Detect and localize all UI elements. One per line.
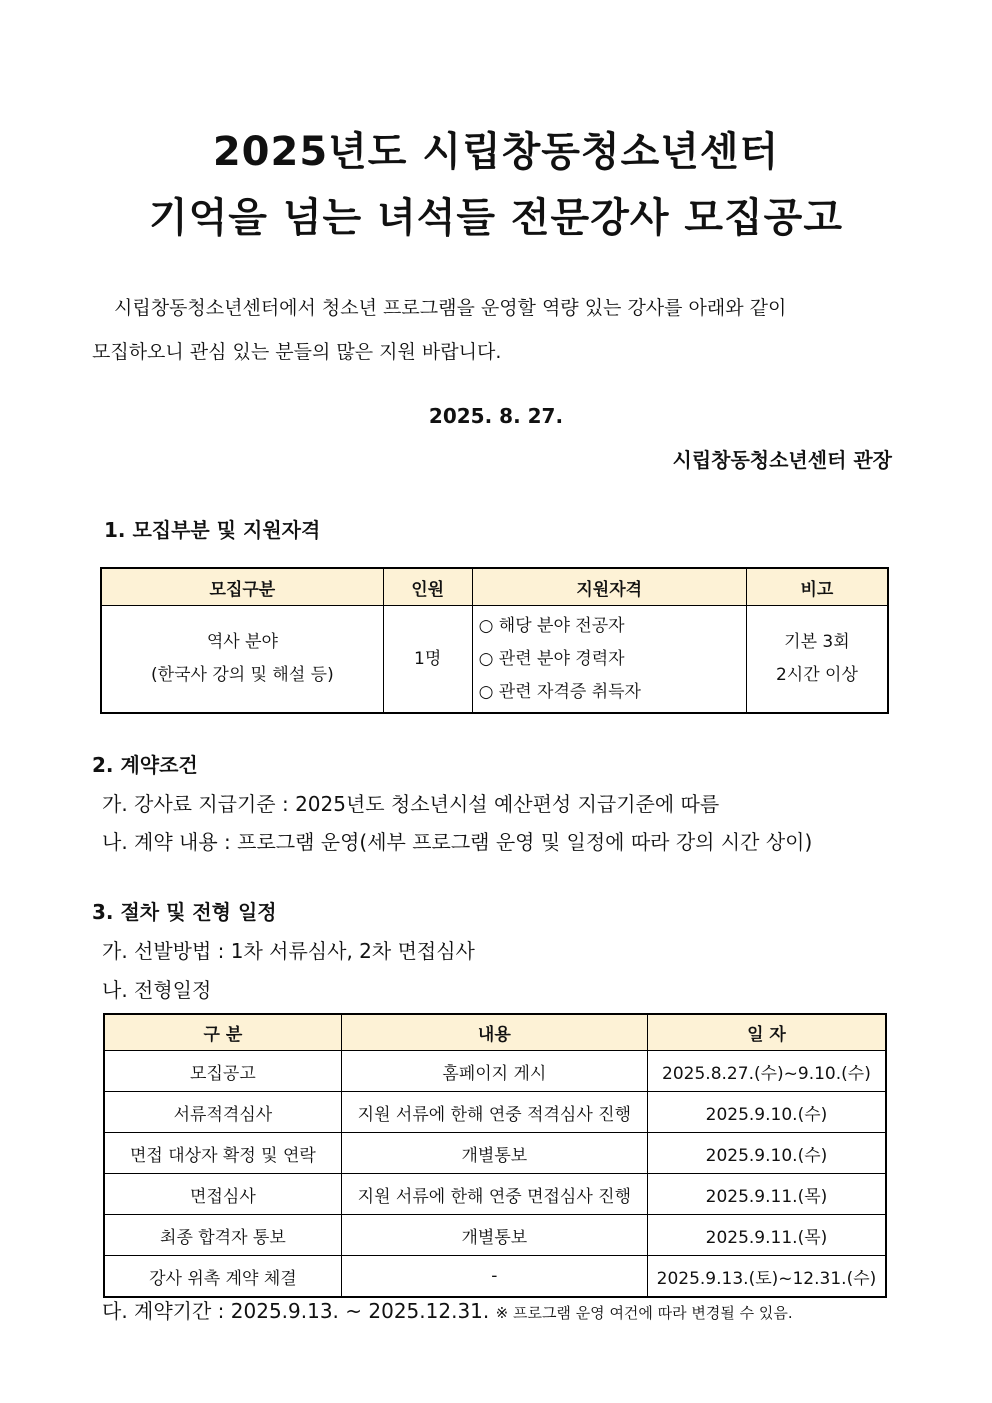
table-row [104,1215,886,1256]
intro-paragraph [92,286,892,374]
remark-line-1: 기본 3회 [784,632,850,652]
stage-cell: 모집공고 [104,1051,341,1092]
section-2-heading: 2. 계약조건 [92,753,198,777]
date-cell: 2025.9.11.(목) [647,1215,886,1256]
notice-date: 2025. 8. 27. [428,404,564,428]
table-row [104,1256,886,1298]
header-count: 인원 [383,568,472,606]
section-3-item-c [102,1295,793,1324]
intro-line-1: 시립창동청소년센터에서 청소년 프로그램을 운영할 역량 있는 강사를 아래와 같이 [114,297,787,319]
section-2-item-b: 나. 계약 내용 : 프로그램 운영(세부 프로그램 운영 및 일정에 따라 강의 시간 상이) [102,830,813,854]
issuer: 시립창동청소년센터 관장 [672,448,892,472]
section-3-item-a: 가. 선발방법 : 1차 서류심사, 2차 면접심사 [102,939,475,963]
stage-cell: 서류적격심사 [104,1092,341,1133]
date-cell: 2025.9.10.(수) [647,1092,886,1133]
remark-cell [746,606,888,714]
content-cell: 홈페이지 게시 [341,1051,647,1092]
content-cell: 지원 서류에 한해 연중 적격심사 진행 [341,1092,647,1133]
qualification-cell [472,606,746,714]
date-cell: 2025.9.10.(수) [647,1133,886,1174]
stage-cell: 면접심사 [104,1174,341,1215]
field-line-2: (한국사 강의 및 해설 등) [151,665,334,685]
header-qualification: 지원자격 [472,568,746,606]
table-row [104,1174,886,1215]
count-cell: 1명 [383,606,472,714]
date-cell: 2025.8.27.(수)~9.10.(수) [647,1051,886,1092]
header-remark: 비고 [746,568,888,606]
date-cell: 2025.9.11.(목) [647,1174,886,1215]
section-3-item-b: 나. 전형일정 [102,978,212,1002]
header-stage: 구 분 [104,1014,341,1051]
recruitment-table [100,567,889,714]
qualification-item: ○ 관련 자격증 취득자 [478,681,641,702]
section-1-heading: 1. 모집부분 및 지원자격 [104,518,321,542]
qualification-item: ○ 해당 분야 전공자 [478,615,625,636]
stage-cell: 최종 합격자 통보 [104,1215,341,1256]
table-row [104,1092,886,1133]
intro-line-2: 모집하오니 관심 있는 분들의 많은 지원 바랍니다. [92,341,502,363]
content-cell: 개별통보 [341,1215,647,1256]
section-2-item-a: 가. 강사료 지급기준 : 2025년도 청소년시설 예산편성 지급기준에 따름 [102,792,720,816]
schedule-table [103,1013,887,1298]
table-row [104,1051,886,1092]
stage-cell: 면접 대상자 확정 및 연락 [104,1133,341,1174]
title-line-2: 기억을 넘는 녀석들 전문강사 모집공고 [149,195,843,241]
content-cell: 지원 서류에 한해 연중 면접심사 진행 [341,1174,647,1215]
contract-period-note: ※ 프로그램 운영 여건에 따라 변경될 수 있음. [495,1304,793,1322]
remark-line-2: 2시간 이상 [775,665,858,685]
field-cell [101,606,383,714]
section-3-heading: 3. 절차 및 전형 일정 [92,900,277,924]
contract-period: 다. 계약기간 : 2025.9.13. ~ 2025.12.31. [102,1299,490,1323]
header-content: 내용 [341,1014,647,1051]
stage-cell: 강사 위촉 계약 체결 [104,1256,341,1298]
field-line-1: 역사 분야 [206,632,278,652]
content-cell: - [341,1256,647,1298]
content-cell: 개별통보 [341,1133,647,1174]
table-row [104,1133,886,1174]
header-date: 일 자 [647,1014,886,1051]
title-line-1: 2025년도 시립창동청소년센터 [212,129,780,175]
qualification-item: ○ 관련 분야 경력자 [478,648,625,669]
header-category: 모집구분 [101,568,383,606]
date-cell: 2025.9.13.(토)~12.31.(수) [647,1256,886,1298]
